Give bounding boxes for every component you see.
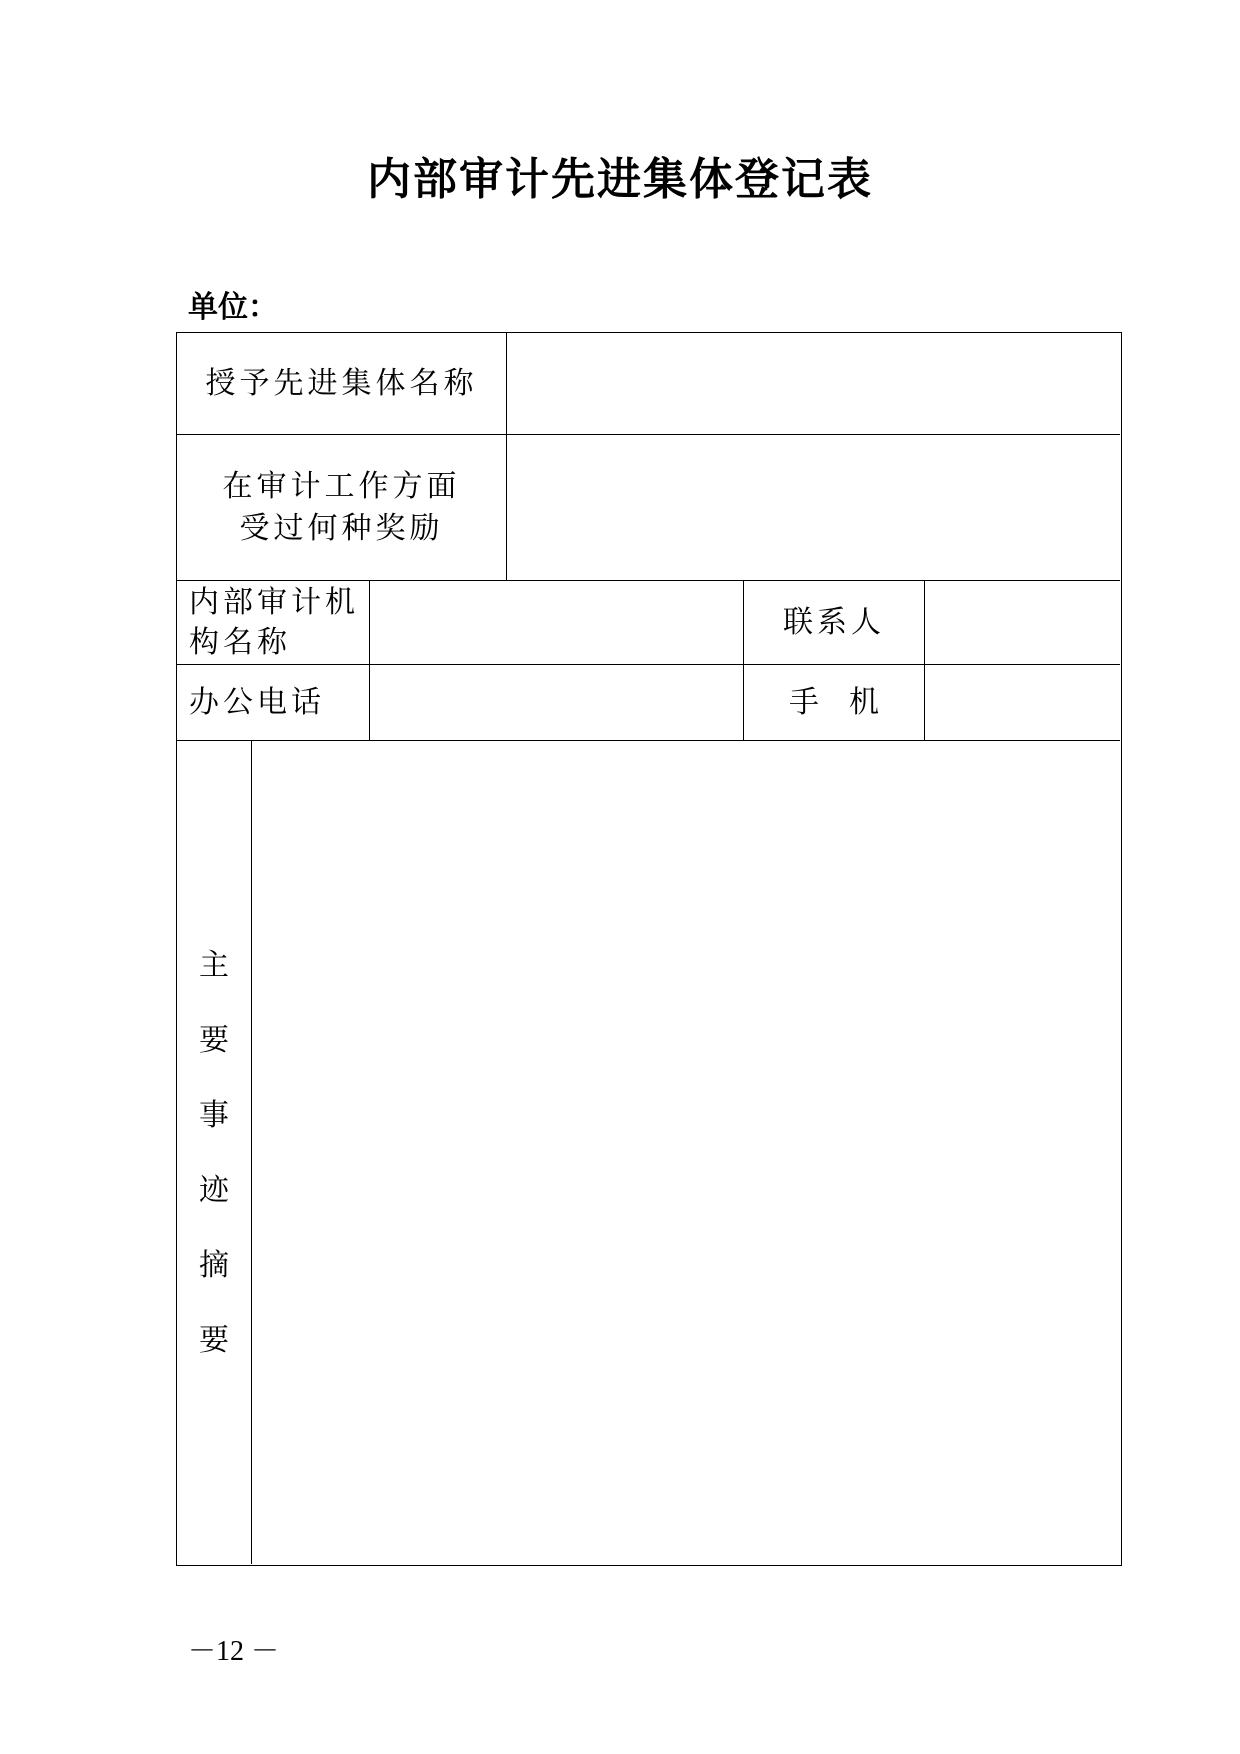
page-title: 内部审计先进集体登记表 <box>367 154 873 205</box>
award-name-label <box>177 333 507 435</box>
summary-label-char: 迹 <box>199 1172 229 1208</box>
office-phone-label <box>177 665 370 741</box>
mobile-field[interactable] <box>925 665 1120 741</box>
audit-org-label-line2: 构名称 <box>189 624 291 660</box>
summary-label-char: 摘 <box>199 1247 229 1283</box>
award-name-field[interactable] <box>507 333 1120 435</box>
award-name-label-text: 授予先进集体名称 <box>205 365 478 401</box>
contact-label <box>744 581 925 665</box>
summary-label-char: 要 <box>199 1022 229 1058</box>
summary-field[interactable] <box>252 741 1120 1564</box>
contact-field[interactable] <box>925 581 1120 665</box>
office-phone-label-text: 办公电话 <box>189 684 325 720</box>
mobile-label <box>744 665 925 741</box>
summary-label-char: 事 <box>199 1097 229 1133</box>
rewards-label <box>177 435 507 581</box>
mobile-label-text: 手 机 <box>789 684 879 720</box>
registration-form-table <box>176 332 1122 1566</box>
unit-label: 单位： <box>188 290 278 325</box>
rewards-label-line1: 在审计工作方面 <box>222 468 461 504</box>
rewards-field[interactable] <box>507 435 1120 581</box>
audit-org-field[interactable] <box>370 581 744 665</box>
audit-org-label <box>177 581 370 665</box>
summary-label <box>177 741 252 1564</box>
summary-label-char: 要 <box>199 1322 229 1358</box>
rewards-label-line2: 受过何种奖励 <box>239 510 444 546</box>
office-phone-field[interactable] <box>370 665 744 741</box>
summary-label-char: 主 <box>199 947 229 983</box>
page-number: －12 － <box>188 1636 280 1667</box>
contact-label-text: 联系人 <box>783 604 885 640</box>
audit-org-label-line1: 内部审计机 <box>189 584 359 620</box>
